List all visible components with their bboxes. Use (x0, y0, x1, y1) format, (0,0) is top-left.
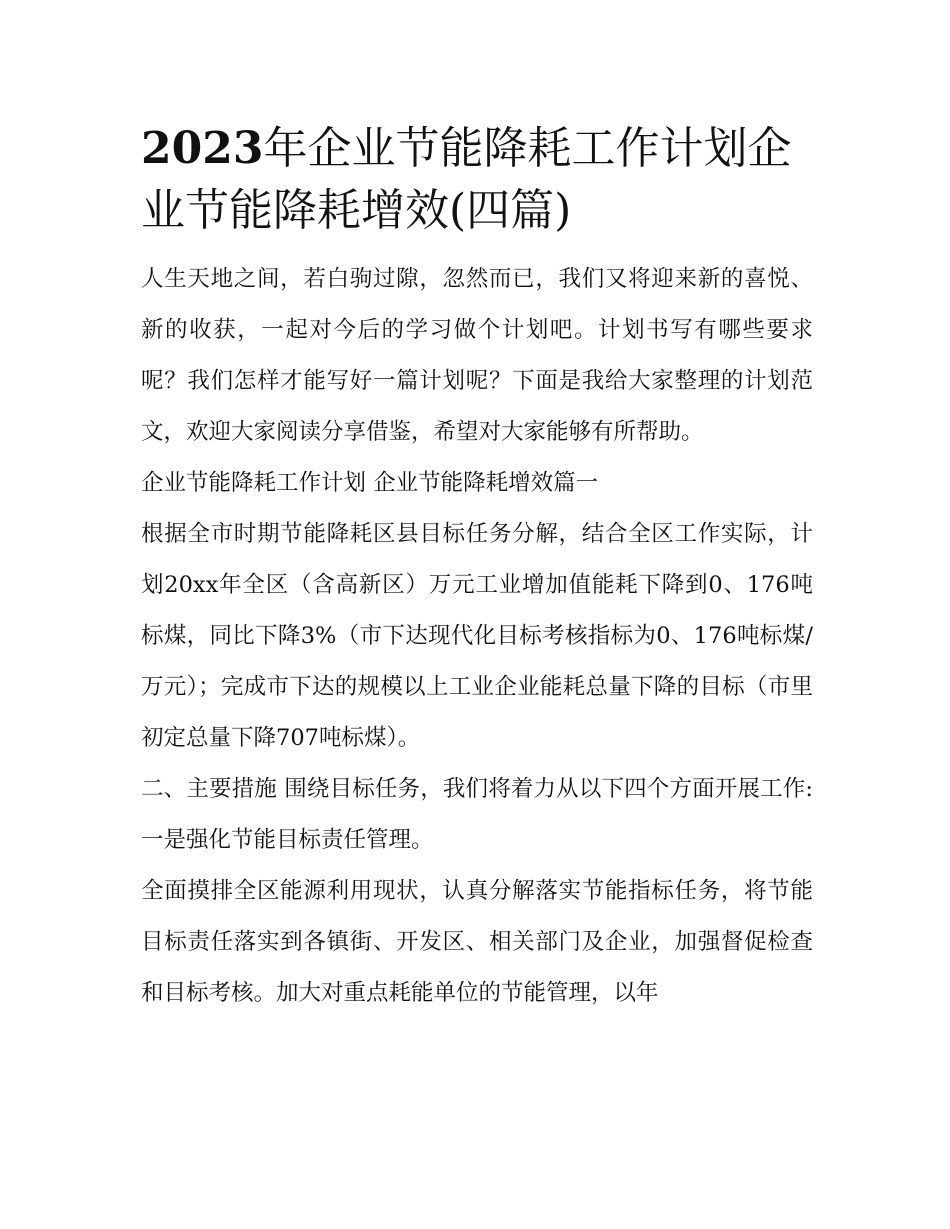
document-title (141, 118, 813, 242)
title-year: 2023 (141, 123, 264, 174)
body-paragraph: 全面摸排全区能源利用现状，认真分解落实节能指标任务，将节能目标责任落实到各镇街、开发区、相关部门及企业，加强督促检查和目标考核。加大对重点耗能单位的节能管理，以年 (141, 878, 813, 1006)
title-text: 年企业节能降耗工作计划企业节能降耗增效(四篇) (141, 123, 792, 236)
body-paragraph: 二、主要措施 围绕目标任务，我们将着力从以下四个方面开展工作: 一是强化节能目标责任管理。 (141, 776, 813, 853)
intro-paragraph: 人生天地之间，若白驹过隙，忽然而已，我们又将迎来新的喜悦、新的收获，一起对今后的学习做个计划吧。计划书写有哪些要求呢？我们怎样才能写好一篇计划呢？下面是我给大家整理的计划范文，欢迎大家阅读分享借鉴，希望对大家能够有所帮助。 (141, 266, 813, 445)
document-page (141, 118, 813, 1019)
section-heading: 企业节能降耗工作计划 企业节能降耗增效篇一 (141, 470, 599, 496)
body-paragraph: 根据全市时期节能降耗区县目标任务分解，结合全区工作实际，计划20xx年全区（含高新区）万元工业增加值能耗下降到0、176吨标煤，同比下降3%（市下达现代化目标考核指标为0、176吨标煤/万元）；完成市下达的规模以上工业企业能耗总量下降的目标（市里初定总量下降707吨标煤）。 (141, 521, 813, 751)
